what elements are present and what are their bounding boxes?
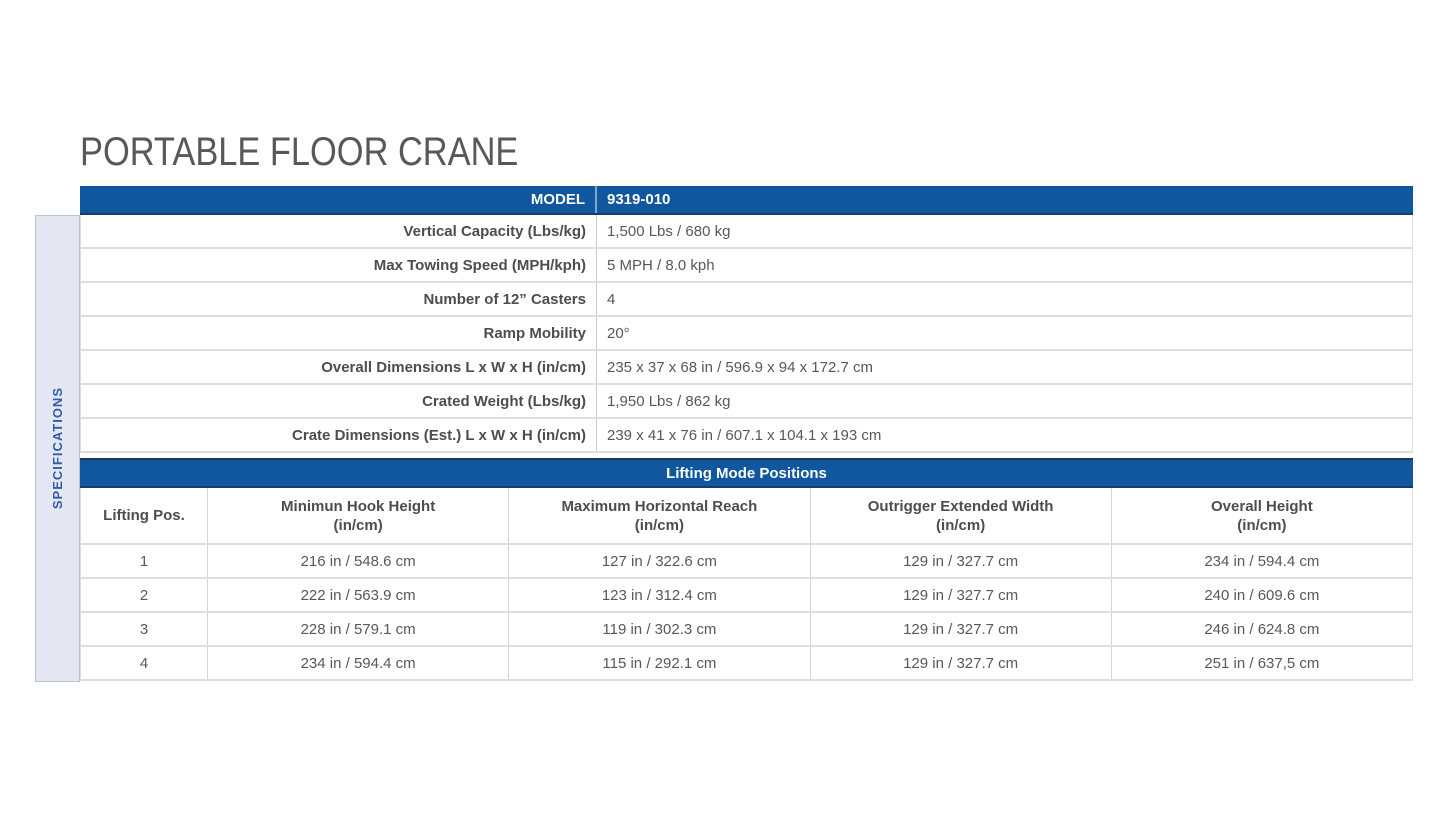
spec-label: Crated Weight (Lbs/kg): [81, 385, 597, 417]
model-value: 9319-010: [607, 191, 671, 208]
cell-outrigger-width: 129 in / 327.7 cm: [811, 613, 1112, 645]
lifting-section-header: [80, 458, 1413, 488]
spec-row-max-towing-speed: [81, 249, 1412, 283]
model-label: MODEL: [80, 186, 597, 213]
spec-row-crate-dimensions: [81, 419, 1412, 453]
column-header-line2: (in/cm): [333, 516, 383, 534]
cell-max-horizontal-reach: 119 in / 302.3 cm: [509, 613, 810, 645]
spec-value: 4: [607, 290, 616, 308]
spec-value: 239 x 41 x 76 in / 607.1 x 104.1 x 193 cm: [607, 426, 882, 444]
cell-outrigger-width: 129 in / 327.7 cm: [811, 647, 1112, 679]
lifting-table: [80, 488, 1413, 681]
column-header-overall-height: [1112, 488, 1412, 543]
spec-row-crated-weight: [81, 385, 1412, 419]
lifting-header-row: [81, 488, 1412, 545]
spec-row-ramp-mobility: [81, 317, 1412, 351]
cell-position: 3: [81, 613, 208, 645]
cell-position: 1: [81, 545, 208, 577]
column-header-line2: (in/cm): [936, 516, 986, 534]
cell-position: 4: [81, 647, 208, 679]
cell-max-horizontal-reach: 123 in / 312.4 cm: [509, 579, 810, 611]
spec-label: Crate Dimensions (Est.) L x W x H (in/cm): [81, 419, 597, 451]
column-header-line1: Outrigger Extended Width: [867, 497, 1054, 515]
spec-value: 1,950 Lbs / 862 kg: [607, 392, 731, 410]
column-header-outrigger-width: [811, 488, 1112, 543]
column-header-line2: (in/cm): [1237, 516, 1287, 534]
spec-value: 1,500 Lbs / 680 kg: [607, 222, 731, 240]
specifications-table: [80, 186, 1413, 681]
lifting-row-4: [81, 647, 1412, 681]
spec-row-overall-dimensions: [81, 351, 1412, 385]
spec-row-vertical-capacity: [81, 215, 1412, 249]
spec-rows: [80, 215, 1413, 453]
cell-overall-height: 240 in / 609.6 cm: [1204, 586, 1320, 604]
spec-label: Overall Dimensions L x W x H (in/cm): [81, 351, 597, 383]
spec-row-number-of-casters: [81, 283, 1412, 317]
lifting-row-2: [81, 579, 1412, 613]
spec-value: 5 MPH / 8.0 kph: [607, 256, 715, 274]
cell-max-horizontal-reach: 127 in / 322.6 cm: [509, 545, 810, 577]
column-header-line1: Maximum Horizontal Reach: [561, 497, 758, 515]
cell-position: 2: [81, 579, 208, 611]
spec-label: Ramp Mobility: [81, 317, 597, 349]
column-header-line1: Minimun Hook Height: [281, 497, 436, 515]
cell-min-hook-height: 234 in / 594.4 cm: [208, 647, 509, 679]
column-header-line1: Lifting Pos.: [103, 507, 185, 524]
cell-max-horizontal-reach: 115 in / 292.1 cm: [509, 647, 810, 679]
column-header-lifting-pos: [81, 488, 208, 543]
cell-min-hook-height: 222 in / 563.9 cm: [208, 579, 509, 611]
column-header-min-hook-height: [208, 488, 509, 543]
column-header-line2: (in/cm): [634, 516, 684, 534]
specifications-tab: [35, 215, 80, 682]
lifting-section-title: Lifting Mode Positions: [666, 464, 827, 482]
column-header-line1: Overall Height: [1211, 497, 1313, 515]
cell-overall-height: 246 in / 624.8 cm: [1204, 620, 1320, 638]
spec-label: Max Towing Speed (MPH/kph): [81, 249, 597, 281]
cell-outrigger-width: 129 in / 327.7 cm: [811, 579, 1112, 611]
spec-label: Number of 12” Casters: [81, 283, 597, 315]
model-header-row: [80, 186, 1413, 215]
cell-outrigger-width: 129 in / 327.7 cm: [811, 545, 1112, 577]
spec-value: 20°: [607, 324, 630, 342]
cell-overall-height: 251 in / 637,5 cm: [1204, 654, 1320, 672]
lifting-row-1: [81, 545, 1412, 579]
spec-value: 235 x 37 x 68 in / 596.9 x 94 x 172.7 cm: [607, 358, 874, 376]
column-header-max-horizontal-reach: [509, 488, 810, 543]
cell-min-hook-height: 216 in / 548.6 cm: [208, 545, 509, 577]
page-title: PORTABLE FLOOR CRANE: [80, 130, 519, 174]
specifications-tab-label: SPECIFICATIONS: [50, 387, 65, 510]
lifting-row-3: [81, 613, 1412, 647]
cell-overall-height: 234 in / 594.4 cm: [1204, 552, 1320, 570]
cell-min-hook-height: 228 in / 579.1 cm: [208, 613, 509, 645]
spec-label: Vertical Capacity (Lbs/kg): [81, 215, 597, 247]
